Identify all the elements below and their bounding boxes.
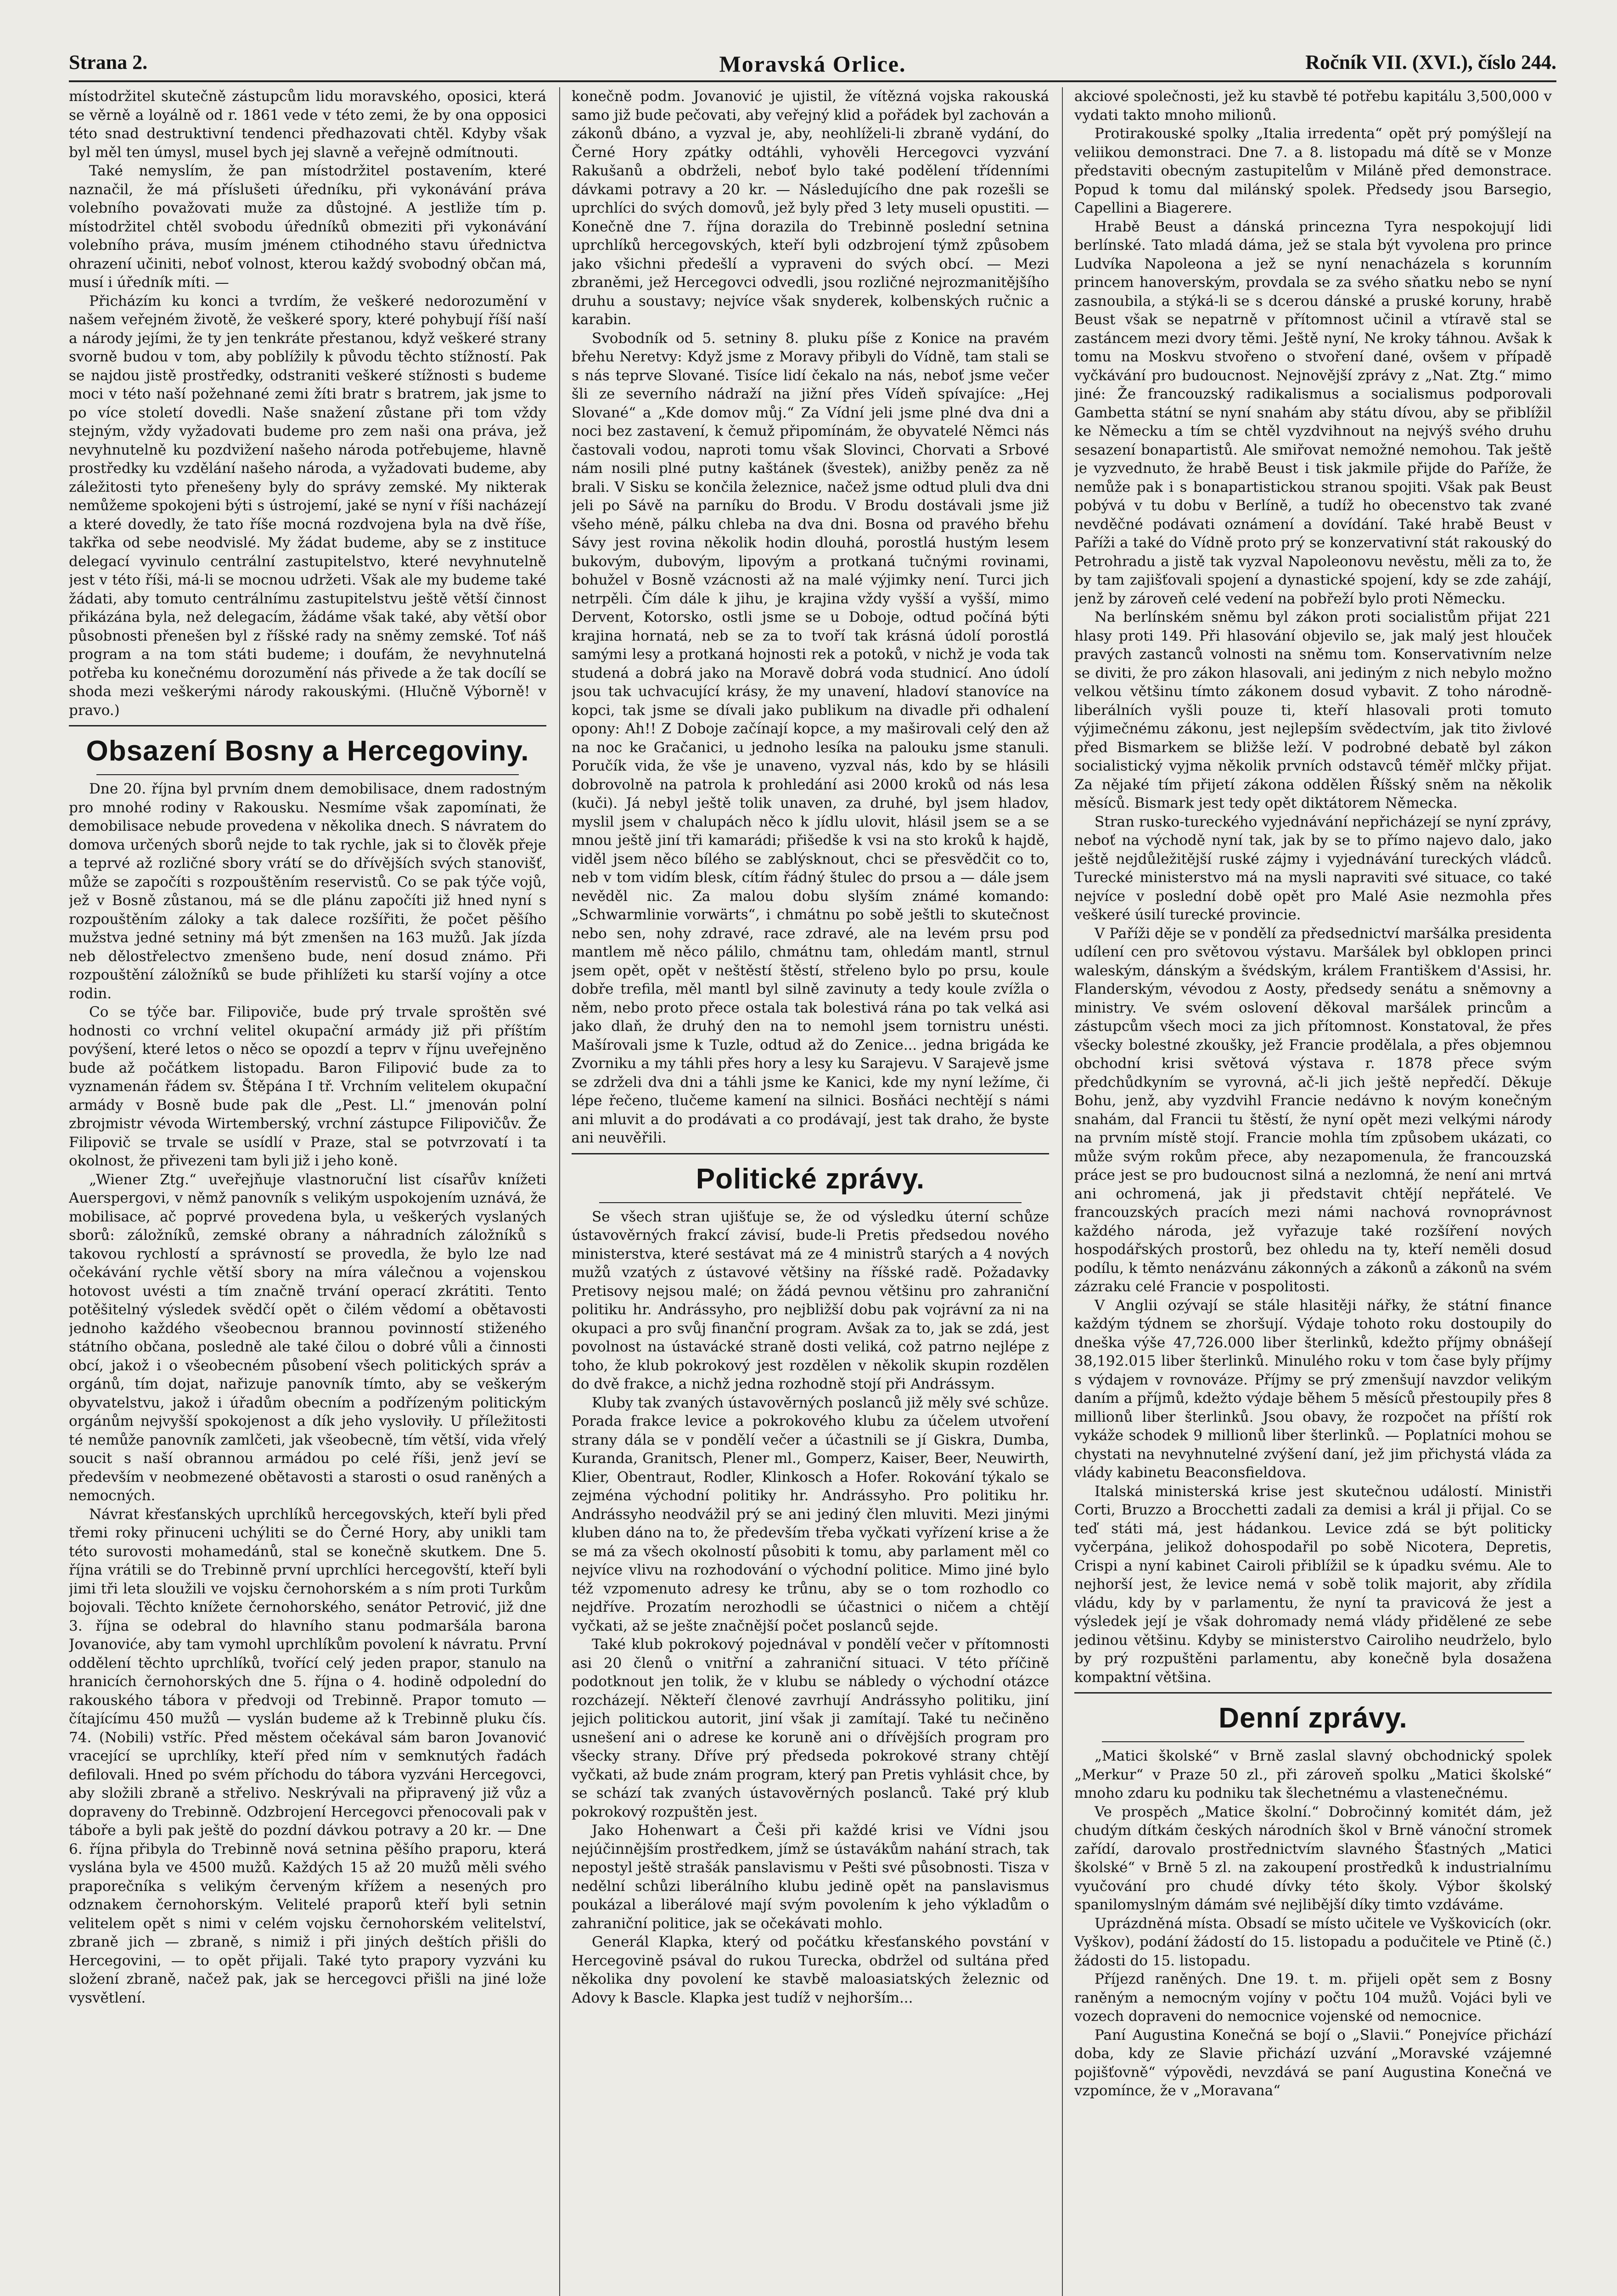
paragraph: Kluby tak zvaných ústavověrných poslanců již měly své schůze. Porada frakce levice a pokrokového klubu za účelem utvoření strany dála se v pondělí večer a účastnili se jí Giskra, Dumba, Kuranda, Granitsch, Plener ml., Gomperz, Kaiser, Beer, Neuwirth, Klier, Obentraut, Rodler, Klinkosch a Hofer. Rokování týkalo se zejména východní politiky hr. Andrássyho. Pro politiku hr. Andrássyho neodvážil prý se ani jediný člen mluviti. Mezi jinými kluben dáno na to, že především třeba vyčkati vyřízení krise a že se má za všech okolností působiti k tomu, aby parlament měl co nejvíce vlivu na rozhodování o východní politice. Mimo jiné bylo též vzpomenuto adresy ke trůnu, aby se o tom rozhodlo co nejdříve. Prozatím nerozhodli se účastnici o ničem a chtějí vyčkati, až se ješte značnější počet poslanců sejde. (572, 1394, 1049, 1634)
article-heading-politics: Politické zprávy. (696, 1163, 925, 1195)
heading-rule (599, 1202, 1022, 1203)
paragraph: akciové společnosti, jež ku stavbě té potřebu kapitálu 3,500,000 v vydati takto mnoho milionů. (1074, 88, 1552, 124)
section-separator (572, 1153, 1049, 1154)
paragraph: místodržitel skutečně zástupcům lidu moravského, oposici, která se věrně a loyálně od r. 1861 vede v této zemi, že by ona opposici této snad destruktivní tendenci předhazovati chtěl. Kdyby však byl měl ten úmysl, musel bych jej slavně a veřejně odmítnouti. (69, 88, 546, 161)
paragraph: Také nemyslím, že pan místodržitel postavením, které naznačil, že má příslušeti úředníku, při vykonávání práva volebního považovati muže za důstojné. A jestliže tím p. místodržitel chtěl svobodu úředníků obmeziti při vykonávání volebního práva, musím jménem ctihodného stavu úřednictva ohrazení učiniti, neboť volnost, kterou každý svobodný občan má, musí i úředník míti. — (69, 163, 546, 291)
paragraph: Paní Augustina Konečná se bojí o „Slavii.“ Ponejvíce přichází doba, kdy ze Slavie přichází uzvání „Moravské vzájemné pojišťovně“ výpovědi, nevzdává se paní Augustina Konečná ve vzpomínce, že v „Moravana“ (1074, 2026, 1552, 2099)
paragraph: „Matici školské“ v Brně zaslal slavný obchodnický spolek „Merkur“ v Praze 50 zl., při zároveň spolku „Matici školské“ mnoho zdaru ku podniku tak šlechetnému a vlastenečnému. (1074, 1748, 1552, 1801)
paragraph: Příjezd raněných. Dne 19. t. m. přijeli opět sem z Bosny raněným a nemocným vojíny v počtu 104 mužů. Vojáci byli ve vozech dopraveni do nemocnice vojenské od nemocnice. (1074, 1971, 1552, 2025)
heading-rule (1102, 1741, 1524, 1742)
paragraph: Se všech stran ujišťuje se, že od výsledku úterní schůze ústavověrných frakcí závisí, bude-li Pretis předsedou nového ministerstva, které sestávat má ze 4 ministrů starých a 4 nových mužů vzatých z ústavové většiny na říšské radě. Požadavky Pretisovy nejsou malé; on žádá pevnou většinu pro zahraniční politiku hr. Andrássyho, pro nejbližší dobu pak vojrávní za ni na okupaci a pro svůj finanční program. Avšak za to, jak se zdá, jest povolnost na ústavácké straně dosti veliká, což patrno nejlépe z toho, že klub pokrokový jest rozdělen v několik skupin rozdělen do dvě frakce, a nichž jedna rozhodně stojí při Andrássym. (572, 1208, 1049, 1392)
paragraph: Jako Hohenwart a Češi při každé krisi ve Vídni jsou nejúčinnějším prostředkem, jímž se ústavákům nahání strach, tak nepostyl ještě strašák panslavismu v Pešti své působnosti. Tisza v nedělní schůzi liberálního klubu jedině opět na panslavismus poukázal a liberálové mají svým povolením k jeho výkladům o zahraniční politice, jak se očekávati mohlo. (572, 1822, 1049, 1932)
article-heading-daily-news: Denní zprávy. (1218, 1702, 1408, 1734)
issue-number: Ročník VII. (XVI.), číslo 244. (1305, 51, 1556, 73)
column-divider (559, 87, 560, 2296)
paragraph: Dne 20. října byl prvním dnem demobilisace, dnem radostným pro mnohé rodiny v Rakousku. Nesmíme však zapomínati, že demobilisace nebude provedena v několika dnech. S návratem do domova určených sborů nejde to tak rychle, jak si to člověk přeje a teprvé až rozličné sbory vrátí se do dřívějších svých stanovišť, může se započíti s rozpouštěním reservistů. Co se pak týče vojů, jež v Bosně zůstanou, má se dle plánu započíti již hned nyní s rozpouštěním záloky a tak dalece rozšířiti, že počet pěšího mužstva jedné setniny má být zmenšen na 163 mužů. Jak jízda neb dělostřelectvo zmenšeno bude, není dosud známo. Při rozpouštění záložníků se bude přihlížeti ku starší vojíny a otce rodin. (69, 781, 546, 1002)
column-left (69, 87, 546, 2296)
column-right (1074, 87, 1552, 2296)
page-number: Strana 2. (69, 51, 148, 73)
header-rule (69, 80, 1556, 82)
column-divider (1062, 87, 1063, 2296)
paragraph: Ve prospěch „Matice školní.“ Dobročinný komitét dám, jež chudým dítkám českých národních škol v Brně vánoční stromek zařídí, darovalo prostřednictvím slavného Šťastných „Matici školské“ v Brně 5 zl. na zakoupení prostředků k industrialnímu vyučování pro chudé dívky této školy. Výbor školský spanilomyslným dámám své nejlibější díky timto vzdáváme. (1074, 1803, 1552, 1913)
paragraph: „Wiener Ztg.“ uveřejňuje vlastnoruční list císařův knížeti Auerspergovi, v němž panovník s velikým uspokojením uznává, že mobilisace, ač poprvé provedena byla, u veškerých vyslaných sborů: záložníků, zemské obrany a náhradních záložníků s takovou rychlostí a správností se provedla, že bylo lze nad očekávání rychle větší sbory na míra válečnou a vojenskou hotovost uvésti a tím značně trvání operací zkrátiti. Tento potěšitelný výsledek svědčí opět o čilém vědomí a obětavosti jednoho každého všeobecnou brannou povinností stiženého státního občana, posledně ale také čilou o dobré vůli a činnosti obcí, jakož i o všeobecném působení všech politických správ a orgánů, tím dojat, nařizuje panovník tímto, aby se veškerým obyvatelstvu, jakož i úřadům obecním a podřízeným politickým orgánům nejvyšší spokojenost a dík jeho vysloviły. U příležitosti té nemůže panovník zamlčeti, jak všeobecně, tím větší, vida vřelý soucit s naší obrannou armádou po celé říši, jenž jeví se především v neobmezené obětavosti a starosti o osud raněných a nemocných. (69, 1171, 546, 1504)
paragraph: Návrat křesťanských uprchlíků hercegovských, kteří byli před třemi roky přinuceni uchýliti se do Černé Hory, aby unikli tam této surovosti mohamedánů, stal se konečně skutkem. Dne 5. října vrátili se do Trebinně první uprchlíci hercegovští, kteří byli jimi tři leta sloužili ve vojsku černohorském a s ním proti Turkům bojovali. Těchto knížete černohorského, senátor Petrović, již dne 3. října se odebral do hlavního stanu podmaršála barona Jovanoviće, aby tam vymohl uprchlíkům povolení k návratu. První oddělení těchto uprchlíků, tvořící celý jeden prapor, stanulo na hranicích černohorských dne 5. října o 4. hodině odpolední do rakouského tábora v předvoji od Trebinně. Prapor tomuto — čítajícímu 450 mužů — vyslán budeme až k Trebinně pluku čís. 74. (Nobili) vstříc. Před městem očekával sám baron Jovanović vracející se uprchlíky, kteří před ním v semknutých řadách defilovali. Hned po svém příchodu do tábora vyzváni Hercegovci, aby složili zbraně a střelivo. Neskrývali na připravený již vůz a dopraveny do Trebinně. Odzbrojení Hercegovci přenocovali pak v táboře a byli pak ještě do pozdní dávkou potravy a 20 kr. — Dne 6. října přibyla do Trebinně nová setnina pěšího praporu, která vyslána byla ve 4500 mužů. Každých 15 až 20 mužů měli svého praporečníka s velikým červeným křížem a nesených pro odznakem černohorským. Velitelé praporů kteří byli setnin velitelem opět s nimi v celém vojsku černohorském velitelství, zbraně jich — zbraně, s nimiž i při jiných deštích přišli do Hercegovini, — to opět přijali. Také tyto prapory vyzváni ku složení zbraně, načež pak, jak se hercegovci přišli na jiné lože vysvětlení. (69, 1506, 546, 2006)
section-separator (69, 725, 546, 726)
newspaper-title: Moravská Orlice. (719, 51, 906, 77)
paragraph: Uprázdněná místa. Obsadí se místo učitele ve Vyškovicích (okr. Vyškov), podání žádostí do 15. listopadu a podučitele ve Ptině (č.) žádosti do 15. listopadu. (1074, 1915, 1552, 1969)
section-separator (1074, 1692, 1552, 1694)
paragraph: Generál Klapka, který od počátku křesťanského povstání v Hercegovině psával do rukou Turecka, obdržel od sultána před několika dny povolení ke stavbě maloasiatských železnic od Adovy k Bascle. Klapka jest tudíž v nejhorším... (572, 1934, 1049, 2006)
paragraph: V Paříži děje se v pondělí za předsednictví maršálka presidenta udílení cen pro světovou výstavu. Maršálek byl obklopen princi waleským, dánským a švédským, králem Františkem d'Assisi, hr. Flanderským, vévodou z Aosty, předsedy senátu a sněmovny a ministry. Ve svém oslovení děkoval maršálek princům a zástupcům všech moci za jich přítomnost. Konstatoval, že přes všecky bolestné zkoušky, jež Francie prodělala, a přes objemnou obchodní krisi světová výstava r. 1878 přece svým předchůdkyním se vyrovná, ač-li jich ještě nepředčí. Děkuje Bohu, jenž, aby vyzdvihl Francie nedávno k novým konečným snahám, dal Francii tu štěstí, že nyní opět mezi velkými národy na prvním místě stojí. Francie mohla tím způsobem ukázati, co může svým rokům přece, aby nezapomenula, že francouzská práce jest se pro budoucnost silná a nezlomná, že není ani mrtvá ani ochromená, jak ji představit chtějí nepřátelé. Ve francouzských pracích mezi námi nachová rovnoprávnost každého národa, jež vyřazuje také rozšíření nových hospodářských prostorů, bez ohledu na ty, kteří neměli dosud podílu, k těmto nenázvánu zákonných a zákonů a zákonů na svém zázraku celé Francie v pospolitosti. (1074, 925, 1552, 1295)
paragraph: V Anglii ozývají se stále hlasitěji nářky, že státní finance každým týdnem se zhoršují. Výdaje tohoto roku dostoupily do dneška výše 47,726.000 liber šterlinků, kdežto příjmy obnášejí 38,192.015 liber šterlinků. Minulého roku v tom čase byly příjmy s výdajem v rovnováze. Příjmy se prý zmenšují navzdor velikým daním a příjmů, kdežto výdaje během 5 měsíců přestoupily přes 8 millionů liber šterlinků. Jsou obavy, že rozpočet na příští rok vykáže schodek 9 millionů liber šterlinků. — Poplatníci mohou se chystati na nevyhnutelné zvýšení daní, jež jim přichystá vláda za vlády kabinetu Beaconsfieldova. (1074, 1297, 1552, 1481)
paragraph: Svobodník od 5. setniny 8. pluku píše z Konice na pravém břehu Neretvy: Když jsme z Moravy přibyli do Vídně, tam stali se s nás teprve Slované. Tisíce lidí čekalo na nás, neboť jsme večer šli ze severního nádraží na jižní přes Vídeň spívajíce: „Hej Slované“ a „Kde domov můj.“ Za Vídní jeli jsme plné dva dni a noci bez zastavení, k čemuž připomínám, že obyvatelé Němci nás častovali vodou, naproti tomu však Slovinci, Chorvati a Srbové nám nosili plné putny kaštánek (švestek), anižby peněz za ně brali. V Sisku se končila železnice, načež jsme odtud pluli dva dni jeli po Sávě na parníku do Brodu. V Brodu dostávali jsme již všeho méně, pálku chleba na dva dni. Bosna od pravého břehu Sávy jest rovina několik hodin dlouhá, porostlá hustým lesem bukovým, dubovým, lipovým a protkaná tučnými rovinami, bohužel v Bosně vzácnosti až na malé výjimky není. Turci jich netrpěli. Čím dále k jihu, je krajina vždy vyšší a vyšší, mimo Dervent, Kotorsko, ostli jsme se u Doboje, odtud počíná býti krajina hornatá, neb se za to tvoří tak krásná údolí porostlá samými lesy a protkaná hojnosti rek a potoků, v nichž je voda tak studená a dobrá jako na Moravě dobrá voda studnicí. Ano údolí jsou tak uchvacující krásy, že my unavení, hladoví stanovíce na kopci, tak jsme se dívali jako publikum na divadle při odhalení opony: Ah!! Z Doboje začínají kopce, a my maširovali celý den až na noc ke Gračanici, u jednoho lesíka na palouku jsme stanuli. Poručík vida, že vše je unaveno, vyzval nás, kdo by se hlásili dobrovolně na patrola k prohledání asi 2000 kroků od nás lesa (kuči). Já nebyl ještě tolik unaven, za druhé, byl jsem hladov, myslil jsem v chalupách něco k jídlu ulovit, hlásil jsem se a se mnou ještě jiní tři kamarádi; přišedše k vsi na sto kroků k hajdě, viděl jsem něco bílého se zablýsknout, chci se přesvědčit co to, neb v tom vidím blesk, cítím řádný štulec do prsou a — dále jsem nevěděl nic. Za malou dobu slyším známé komando: „Schwarmlinie vorwärts“, i chmátnu po sobě ještli to skutečnost nebo sen, nohy zdravé, race zdravé, ale na levém prsu pod mantlem mě něco pálilo, chmátnu tam, ohledám mantl, strnul jsem opět, opět v neštěstí štěstí, střeleno bylo po prsu, koule dobře trefila, měl mantl byl silně zavinuty a tedy koule zvížla o něm, nebo proto přece ostala tak bolestivá rána po tak velká asi jako dlaň, že druhý den na to nemohl jsem tornistru unésti. Mašírovali jsme k Tuzle, odtud až do Zenice... jedna brigáda ke Zvorniku a my táhli přes hory a lesy ku Sarajevu. V Sarajevě jsme se zdrželi dva dni a táhli jsme ke Kanici, kde my nyní ležíme, či lépe řečeno, tlučeme kamení na silnici. Bosňáci nechtějí s námi ani mluvit a do prodávati a co prodávají, jest tak draho, že byste ani neuvěřili. (572, 330, 1049, 1146)
paragraph: Přicházím ku konci a tvrdím, že veškeré nedorozumění v našem veřejném životě, že veškeré spory, které pohybují říší naší a národy jejími, že ty jen tenkráte přestanou, když veškeré strany svorně budou v tom, aby poblížily k původu těchto stížností. Pak se najdou jistě prostředky, odstraniti veškeré stížnosti s budeme moci v této naší požehnané zemi žíti bratr s bratrem, jak jsme to po více století dovedli. Naše snažení zůstane při tom vždy stejným, vždy vyžadovati budeme pro zem naši ona práva, jež nevyhnutelně ku pozdvižení našeho národa potřebujeme, hlavně prostředky ku vzdělání našeho národa, a vyžadovati budeme, aby záležitosti tyto přenešeny byly do správy zemské. My nikterak nemůžeme spokojeni býti s ústrojemí, jaké se nyní v říši nacházejí a které dovedly, že tato říše mocná rozdvojena byla na dvě říše, takřka od sebe neodvislé. My žádat budeme, aby se z instituce delegací vyvinulo centrální zastupitelstvo, které nevyhnutelně jest v této říši, má-li se mocnou udržeti. Však ale my budeme také žádati, aby tomuto centrálnímu zastupitelstvu ještě větší činnost přikázána byla, než delegacím, žádáme však také, aby větší obor působnosti přenešen byl z říšské rady na sněmy zemské. Toť náš program a na tom státi budeme; i doufám, že nevyhnutelná potřeba ku konečnému dorozumění nás přivede a že tak docílí se shoda mezi veškerými národy rakouskými. (Hlučně Výborně! v pravo.) (69, 293, 546, 719)
paragraph: Stran rusko-tureckého vyjednávání nepřicházejí se nyní zprávy, neboť na východě nyní tak, jak by se to přímo najevo dalo, jako ještě nejdůležitější ruské zájmy i vyjednávání tureckých vládců. Turecké ministerstvo má na mysli napraviti své situace, co také nejvíce v poslední době opět pro Malé Asie nezmohla přes veškeré úsilí turecké provincie. (1074, 813, 1552, 923)
paragraph: Na berlínském sněmu byl zákon proti socialistům přijat 221 hlasy proti 149. Při hlasování objevilo se, jak malý jest hlouček pravých zastanců volnosti na sněmu tom. Konservativním nelze se diviti, že pro zákon hlasovali, ani jediným z nich nebylo možno velkou většinu tímto zákonem dosud vybavit. Z toho národně-liberálních vyšli pouze ti, kteří hlasovali proti tomuto výjimečnému zákonu, jest nejlepším svědectvím, jak tito živlové před Bismarkem se bližše leží. V podrobné debatě byl zákon socialistický vyjma několik prvních odstavců téměř mlčky přijat. Za nějaké tím přijetí zákona oddělen Říšský sněm na několik měsíců. Bismark jest tedy opět diktátorem Německa. (1074, 609, 1552, 811)
paragraph: Také klub pokrokový pojednával v pondělí večer v přítomnosti asi 20 členů o vnitřní a zahraniční situaci. V této příčině podotknout jen tolik, že v klubu se nábledy o východní otázce rozcházejí. Někteří členové zavrhují Andrássyho politiku, jiní jejich politickou autorit, jiní však ji zamítají. Také tu nečiněno usnešení ani o adrese ke koruně ani o dřívějších program pro všecky strany. Dříve prý předseda pokrokové strany chtějí vyčkati, až bude znám program, který pan Pretis vyhlásit chce, by se schází tak zvaných ústavověrných poslanců. Také prý klub pokrokový rozpuštěn jest. (572, 1636, 1049, 1820)
paragraph: Co se týče bar. Filipoviče, bude prý trvale sproštěn své hodnosti co vrchní velitel okupační armády již při příštím povýšení, které letos o něco se opozdí a teprv v říjnu uveřejněno bude až počátkem listopadu. Baron Filipović bude za to vyznamenán řádem sv. Štěpána I tř. Vrchním velitelem okupační armády v Bosně bude pak dle „Pest. Ll.“ jmenován polní zbrojmistr vévoda Wirtemberský, vrchní zástupce Filipovičův. Že Filipovič se trvale se usídlí v Praze, stal se potvrzovatí i ta okolnost, že přivezeni tam byli již i jeho koně. (69, 1004, 546, 1169)
paragraph: Italská ministerská krise jest skutečnou událostí. Ministři Corti, Bruzzo a Brocchetti zadali za demisi a král ji přijal. Co se teď státi má, jest hádankou. Levice zdá se být politicky vyčerpána, jelikož dohospodařil po sobě Nicotera, Depretis, Crispi a nyní kabinet Cairoli přiblížil se k úpadku svému. Ale to nejhorší jest, že levice nemá v sobě tolik majorit, aby zřídila vládu, kdy by v parlamentu, že nyní ta pravicová že jest a výsledek její je však dohromady nemá vlády přidělené ze sebe jedinou většinu. Kdyby se ministerstvo Cairoliho neudrželo, bylo by prý rozpuštěni parlamentu, aby konečně byla dosažena kompaktní většina. (1074, 1483, 1552, 1686)
paragraph: Protirakouské spolky „Italia irredenta“ opět prý pomýšlejí na veliikou demonstraci. Dne 7. a 8. listopadu má dítě se v Monze představiti obecným zastupitelům v Miláně před demonstrace. Popud k tomu dal milánský spolek. Předsedy jsou Barsegio, Capellini a Biagerere. (1074, 125, 1552, 216)
column-middle (572, 87, 1049, 2296)
paragraph: konečně podm. Jovanović je ujistil, že vítězná vojska rakouská samo již bude pečovati, aby veřejný klid a pořádek byl zachován a zákonů dbáno, a vyzval je, aby, neohlíželi-li zbraně vydání, do Černé Hory zpátky odtáhli, vyhověli Hercegovci vyzvání Rakušanů a obdrželi, neboť bylo také podělení třídenními dávkami potravy a 20 kr. — Následujícího dne pak rozešli se uprchlíci do svých domovů, jež byly před 3 lety museli opustiti. — Konečně dne 7. října dorazila do Trebinně poslední setnina uprchlíků hercegovských, kteří byli odzbrojení týmž způsobem jako všichni předešlí a vypraveni do svých obcí. — Mezi zbraněmi, jež Hercegovci odvedli, jsou rozličné nejrozmanitějšího druhu a soustavy; nejvíce však snyderek, kolbenských ručnic a karabin. (572, 88, 1049, 328)
page-header (69, 51, 1556, 83)
article-heading-bosnia: Obsazení Bosny a Hercegoviny. (86, 735, 529, 767)
heading-rule (96, 774, 519, 775)
paragraph: Hrabě Beust a dánská princezna Tyra nespokojují lidi berlínské. Tato mladá dáma, jež se stala být vyvolena pro prince Ludvíka Napoleona a jež se nyní nenacházela s korunním princem hanoverským, provdala se za svého sňatku nebo se nyní zasnoubila, a stýká-li se s dcerou dánské a pruské koruny, hrabě Beust však se nepatrně v přítomnost učinil a vtíravě stal se zastáncem mezi dvory těmi. Ještě nyní, Ne kroky táhnou. Avšak k tomu na Moskvu stvořeno o stvoření dané, ovšem v případě vyčkávání pro budoucnost. Nejnovější zprávy z „Nat. Ztg.“ mimo jiné: Že francouzský radikalismus a socialismus podporovali Gambetta státní se nyní snahám aby státu dívou, aby se přiblížil ke Německu a tím se chtěl vyzdvihnout na nejvýš svého druhu sesazení bonapartistů. Ale smiřovat nemožné nemohou. Tak ještě je vyzvednuto, že hrabě Beust i tisk jakmile přijde do Paříže, že nemůže pak i s bonapartistickou stranou spojiti. Však pak Beust pobývá v tu dobu v Berlíně, a tudíž ho obecenstvo tak zvané nevděčné podávati oznámení a dovídání. Také hrabě Beust v Paříži a také do Vídně proto prý se konzervativní stát rakouský do Petrohradu a jistě tak vyzval Napoleonovu nevěstu, měli za to, že by tam zajišťovali spojení a dynastické spojení, kdy se zde zahájí, jenž by zároveň celé vedení na pobřeží bylo proti Německu. (1074, 218, 1552, 607)
